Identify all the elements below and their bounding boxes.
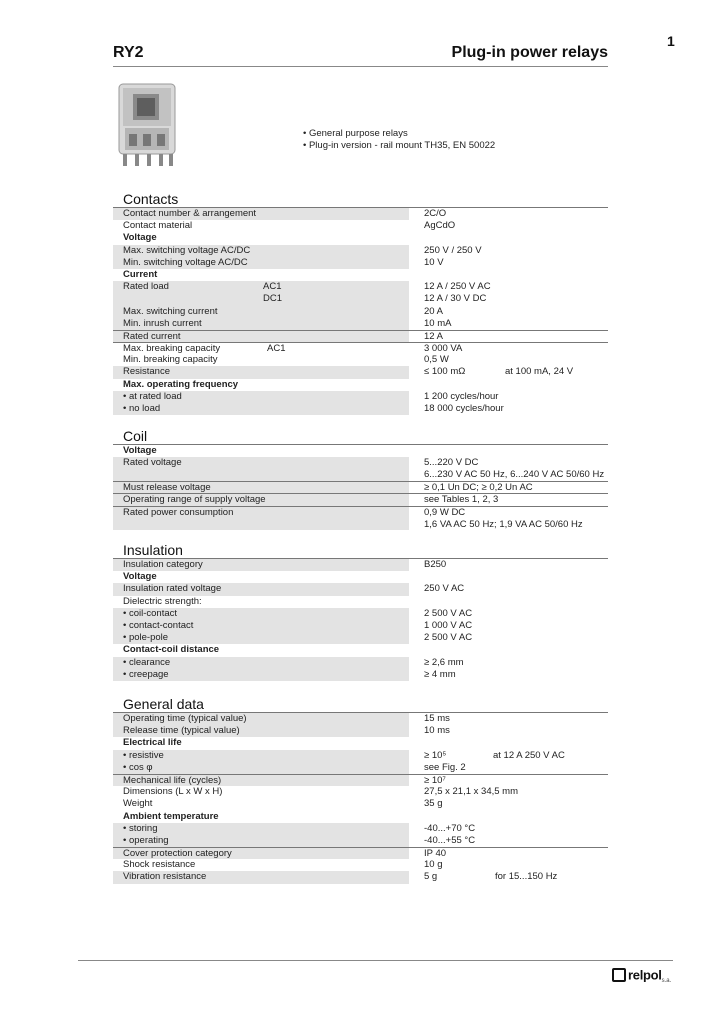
table-row: Contact number & arrangement 2C/O xyxy=(113,208,608,220)
logo-mark-icon xyxy=(612,968,626,982)
table-row: Must release voltage ≥ 0,1 Un DC; ≥ 0,2 Un AC xyxy=(113,481,608,493)
table-row: Voltage xyxy=(123,571,157,583)
coil-section xyxy=(113,428,608,530)
contacts-section xyxy=(113,191,608,415)
table-row: • operating -40...+55 °C xyxy=(113,835,608,847)
table-row: Operating time (typical value) 15 ms xyxy=(113,713,608,725)
table-row: Rated voltage 5...220 V DC 6...230 V AC 50 Hz, 6...240 V AC 50/60 Hz xyxy=(113,457,608,481)
header-bar xyxy=(113,44,608,67)
relpol-logo: relpols.a. xyxy=(612,966,671,982)
table-row: DC1 12 A / 30 V DC xyxy=(113,293,608,305)
table-row: Voltage xyxy=(123,232,157,244)
general-data-title: General data xyxy=(113,696,608,713)
insulation-section xyxy=(113,542,608,681)
table-row: Min. inrush current 10 mA xyxy=(113,318,608,330)
table-row: Electrical life xyxy=(123,737,182,749)
table-row: • creepage ≥ 4 mm xyxy=(113,669,608,681)
general-data-section xyxy=(113,696,608,884)
table-row: Release time (typical value) 10 ms xyxy=(113,725,608,737)
table-row: Contact material AgCdO xyxy=(123,220,456,232)
table-row: • at rated load 1 200 cycles/hour xyxy=(113,391,608,403)
table-row: Mechanical life (cycles) ≥ 10⁷ xyxy=(113,774,608,786)
table-row: Operating range of supply voltage see Tables 1, 2, 3 xyxy=(113,493,608,505)
table-row: Insulation category B250 xyxy=(113,559,608,571)
table-row: • clearance ≥ 2,6 mm xyxy=(113,657,608,669)
intro-bullets xyxy=(303,128,495,152)
table-row: Ambient temperature xyxy=(123,810,219,822)
table-row: • storing -40...+70 °C xyxy=(113,823,608,835)
contacts-title: Contacts xyxy=(113,191,608,208)
page-title: Plug-in power relays xyxy=(451,44,608,61)
table-row: • contact-contact 1 000 V AC xyxy=(113,620,608,632)
table-row: Min. switching voltage AC/DC 10 V xyxy=(113,257,608,269)
table-row: Rated load AC1 12 A / 250 V AC xyxy=(113,281,608,293)
bullet-item: • General purpose relays xyxy=(303,128,408,139)
table-row: Contact-coil distance xyxy=(123,644,220,656)
table-row: Max. switching voltage AC/DC 250 V / 250 V xyxy=(113,245,608,257)
table-row: Min. breaking capacity 0,5 W xyxy=(123,354,449,366)
table-row: • pole-pole 2 500 V AC xyxy=(113,632,608,644)
table-row: Shock resistance 10 g xyxy=(123,859,443,871)
table-row: Max. switching current 20 A xyxy=(113,306,608,318)
table-row: Max. operating frequency xyxy=(123,378,239,390)
table-row: • no load 18 000 cycles/hour xyxy=(113,403,608,415)
insulation-title: Insulation xyxy=(113,542,608,559)
relay-product-photo xyxy=(113,82,183,170)
page-number: 1 xyxy=(667,33,675,49)
table-row: Vibration resistance 5 g for 15...150 Hz xyxy=(113,871,608,883)
bullet-item: • Plug-in version - rail mount TH35, EN 50022 xyxy=(303,140,496,151)
table-row: • resistive ≥ 10⁵ at 12 A 250 V AC xyxy=(113,750,608,762)
product-code: RY2 xyxy=(113,44,144,61)
table-row: • cos φ see Fig. 2 xyxy=(113,762,608,774)
table-row: Max. breaking capacity AC1 3 000 VA xyxy=(113,342,608,354)
table-row: Current xyxy=(123,268,158,280)
table-row: Resistance ≤ 100 mΩ at 100 mA, 24 V xyxy=(113,366,608,378)
footer-rule xyxy=(78,960,673,961)
table-row: Cover protection category IP 40 xyxy=(113,847,608,859)
table-row: Rated current 12 A xyxy=(113,330,608,342)
table-row: Voltage xyxy=(123,445,157,456)
table-row: Dielectric strength: xyxy=(123,595,202,607)
table-row: Weight 35 g xyxy=(123,798,443,810)
table-row: • coil-contact 2 500 V AC xyxy=(113,608,608,620)
coil-title: Coil xyxy=(113,428,608,445)
table-row: Insulation rated voltage 250 V AC xyxy=(113,583,608,595)
table-row: Rated power consumption 0,9 W DC 1,6 VA AC 50 Hz; 1,9 VA AC 50/60 Hz xyxy=(113,506,608,530)
table-row: Dimensions (L x W x H) 27,5 x 21,1 x 34,5 mm xyxy=(123,786,518,798)
